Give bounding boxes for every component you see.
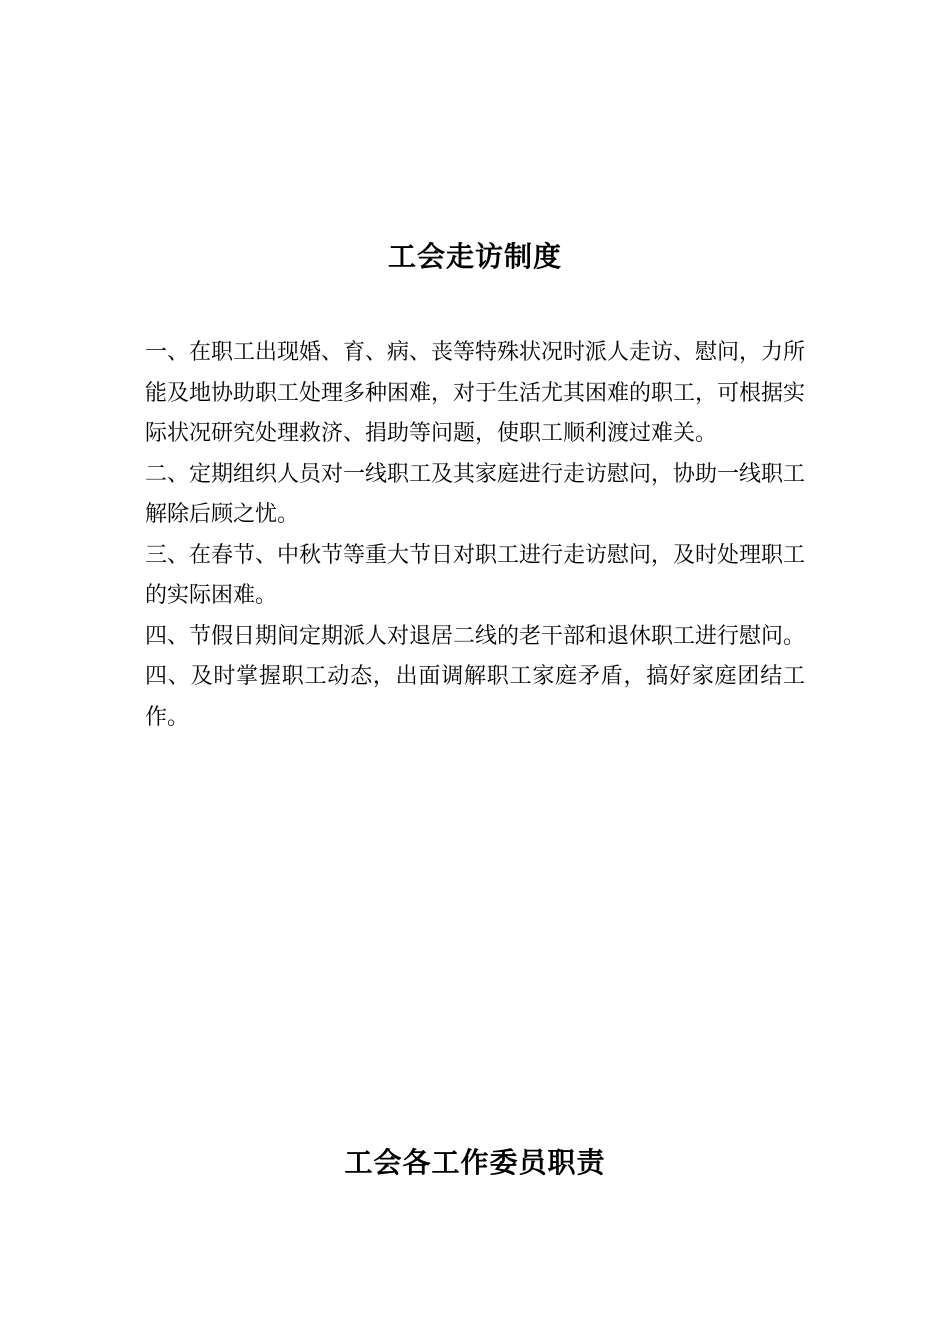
section-title-committee-duties: 工会各工作委员职责 — [344, 1146, 606, 1179]
paragraph-1: 一、在职工出现婚、育、病、丧等特殊状况时派人走访、慰问，力所能及地协助职工处理多种困难，对于生活尤其困难的职工，可根据实际状况研究处理救济、捐助等问题，使职工顺利渡过难关。 — [145, 340, 806, 446]
paragraph-2: 二、定期组织人员对一线职工及其家庭进行走访慰问，协助一线职工解除后顾之忧。 — [145, 461, 806, 527]
section-body — [145, 333, 805, 738]
section-title-visit-system: 工会走访制度 — [387, 240, 562, 273]
paragraph-4: 四、节假日期间定期派人对退居二线的老干部和退休职工进行慰问。 — [145, 623, 806, 649]
paragraph-5: 四、及时掌握职工动态，出面调解职工家庭矛盾，搞好家庭团结工作。 — [145, 664, 805, 730]
paragraph-3: 三、在春节、中秋节等重大节日对职工进行走访慰问，及时处理职工的实际困难。 — [145, 542, 806, 608]
